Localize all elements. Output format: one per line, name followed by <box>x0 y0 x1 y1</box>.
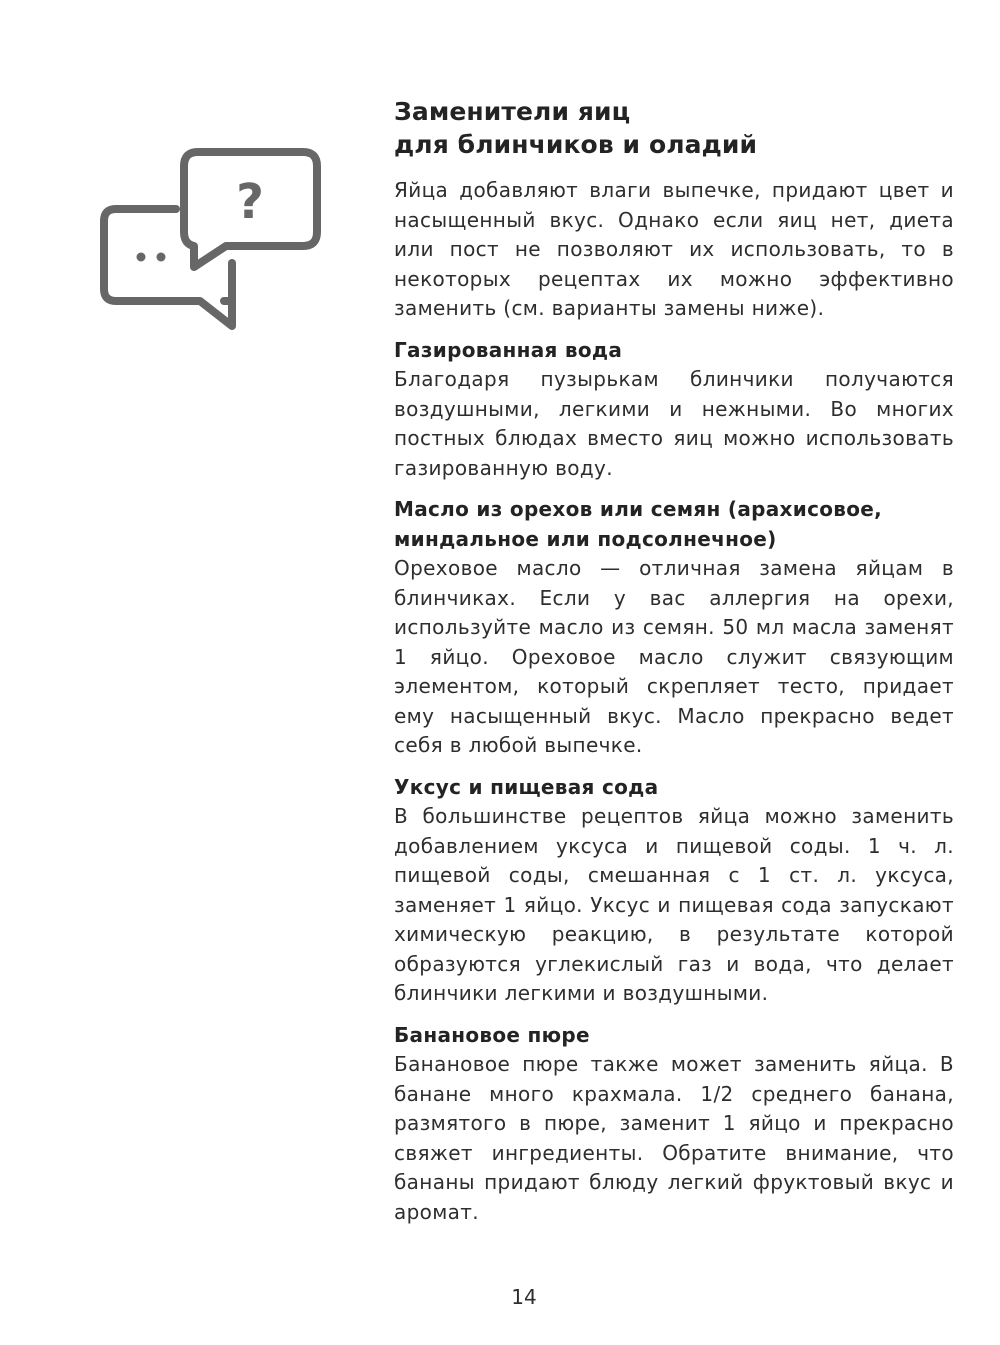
section-heading-soda-water: Газированная вода <box>394 337 623 362</box>
title-line-2: для блинчиков и оладий <box>394 130 758 159</box>
section-text-vinegar-soda: В большинстве рецептов яйца можно заменить добавлением уксуса и пищевой соды. 1 ч. л. пищевой соды, смешанная с 1 ст. л. уксуса, заменяет 1 яйцо. Уксус и пищевая сода запускают химическую реакцию, в результате которой образуются углекислый газ и вода, что делает блинчики легкими и воздушными. <box>394 804 954 1005</box>
title-line-1: Заменители яиц <box>394 97 631 126</box>
page-number: 14 <box>511 1285 537 1309</box>
section-heading-nut-butter: Масло из орехов или семян (арахисовое, миндальное или подсолнечное) <box>394 497 883 551</box>
section-heading-vinegar-soda: Уксус и пищевая сода <box>394 774 659 799</box>
section-text-banana: Банановое пюре также может заменить яйца. В банане много крахмала. 1/2 среднего банана, размятого в пюре, заменит 1 яйцо и прекрасно свяжет ингредиенты. Обратите внимание, что бананы придают блюду легкий фруктовый вкус и аромат. <box>394 1052 954 1224</box>
intro-paragraph: Яйца добавляют влаги выпечке, придают цвет и насыщенный вкус. Однако если яиц нет, диета или пост не позволяют их использовать, то в некоторых рецептах их можно эффективно заменить (см. варианты замены ниже). <box>394 178 954 320</box>
page-title <box>394 95 954 161</box>
section-heading-banana: Банановое пюре <box>394 1022 590 1047</box>
section-text-soda-water: Благодаря пузырькам блинчики получаются воздушными, легкими и нежными. Во многих постных блюдах вместо яиц можно использовать газированную воду. <box>394 367 954 480</box>
article <box>394 95 954 1227</box>
section-text-nut-butter: Ореховое масло — отличная замена яйцам в блинчиках. Если у вас аллергия на орехи, используйте масло из семян. 50 мл масла заменят 1 яйцо. Ореховое масло служит связующим элементом, который скрепляет тесто, придает ему насыщенный вкус. Масло прекрасно ведет себя в любой выпечке. <box>394 556 954 757</box>
chat-bubbles-question-icon <box>98 148 323 330</box>
svg-text:?: ? <box>236 174 264 230</box>
